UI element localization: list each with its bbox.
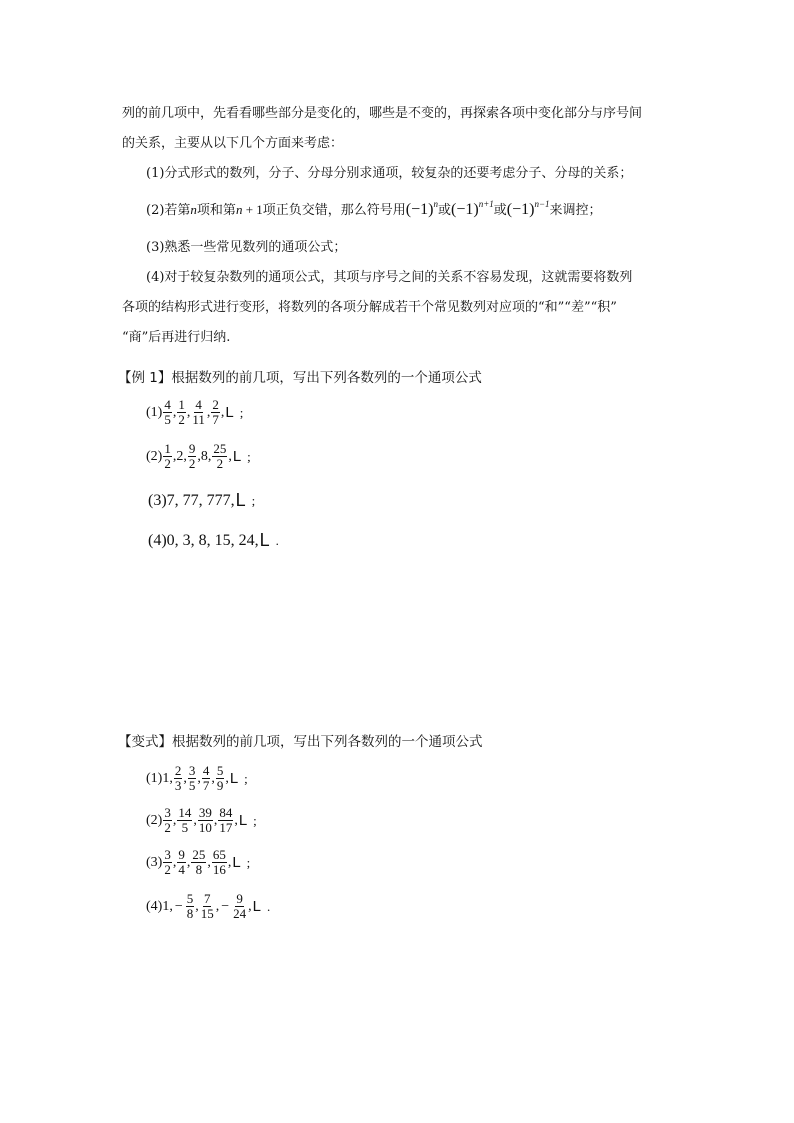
fraction — [177, 806, 192, 835]
tip-2-n1: n — [235, 202, 243, 217]
example-1-item-1: (1) $\frac{4}{5}$ , $\frac{1}{2}$ , $\frac{4}{11}$ , $\frac{2}{7}$ , L ; — [146, 397, 244, 427]
fraction — [211, 398, 220, 427]
numerator: 2 — [174, 763, 182, 778]
item-end: ; — [247, 448, 251, 464]
item-end: ; — [244, 770, 248, 786]
term: 2 — [176, 448, 184, 464]
numerator: 9 — [236, 891, 243, 906]
example-1-item-4 — [148, 530, 279, 551]
item-end: ; — [239, 404, 244, 420]
numerator: 9 — [188, 441, 196, 456]
tip-4-line-1: (4)对于较复杂数列的通项公式，其项与序号之间的关系不容易发现，这就需要将数列 — [146, 270, 633, 285]
term: 8 — [200, 448, 208, 464]
denominator: 17 — [219, 820, 233, 835]
denominator: 9 — [216, 778, 224, 793]
tip-3: (3)熟悉一些常见数列的通项公式； — [146, 240, 347, 255]
denominator: 4 — [178, 862, 185, 877]
intro-line-1: 列的前几项中，先看看哪些部分是变化的，哪些是不变的，再探索各项中变化部分与序号间 — [122, 106, 643, 121]
item-end: ; — [253, 812, 257, 828]
fraction — [163, 442, 172, 471]
numerator: 9 — [178, 847, 185, 862]
tip-2-sign-1: (−1) — [405, 201, 434, 218]
fraction — [202, 764, 211, 793]
item-end: . — [266, 898, 271, 914]
numerator: 1 — [164, 441, 171, 456]
item-end: ; — [251, 492, 256, 508]
numerator: 5 — [216, 763, 224, 778]
denominator: 2 — [188, 456, 196, 471]
fraction — [186, 892, 195, 921]
fraction — [212, 442, 227, 471]
fraction — [218, 806, 233, 835]
ellipsis-mark: L — [235, 490, 246, 510]
fraction — [212, 848, 227, 877]
numerator: 7 — [203, 891, 211, 906]
numerator: 25 — [213, 441, 227, 456]
denominator: 8 — [195, 862, 203, 877]
denominator: 2 — [164, 820, 171, 835]
ellipsis-mark: L — [232, 448, 242, 465]
numerator: 25 — [192, 847, 206, 862]
fraction — [191, 848, 206, 877]
fraction — [174, 764, 183, 793]
fraction — [188, 442, 197, 471]
tip-1: (1)分式形式的数列，分子、分母分别求通项，较复杂的还要考虑分子、分母的关系； — [146, 166, 633, 181]
ellipsis-mark: L — [232, 854, 241, 871]
numerator: 2 — [212, 397, 219, 412]
denominator: 2 — [164, 456, 171, 471]
term: 1 — [162, 898, 170, 914]
denominator: 7 — [202, 778, 210, 793]
tip-2-text-d: 来调控； — [549, 203, 602, 218]
fraction — [177, 848, 186, 877]
denominator: 11 — [192, 412, 205, 427]
tip-2-n: n — [190, 202, 197, 217]
denominator: 3 — [174, 778, 182, 793]
item-text: (4)0, 3, 8, 15, 24, — [148, 531, 259, 549]
numerator: 1 — [178, 397, 185, 412]
ellipsis-mark: L — [252, 898, 261, 915]
denominator: 15 — [200, 906, 214, 921]
tip-2-sign-2-exp: n+1 — [478, 199, 494, 209]
tip-2 — [146, 200, 602, 221]
item-label: (2) — [146, 448, 163, 464]
tip-2-text-b: 项和第 — [196, 203, 236, 218]
numerator: 14 — [178, 805, 192, 820]
tip-2-plus1: + 1 — [242, 202, 263, 217]
numerator: 3 — [164, 805, 171, 820]
numerator: 4 — [164, 397, 171, 412]
tip-2-sign-3: (−1) — [506, 201, 535, 218]
item-label: (2) — [146, 812, 163, 828]
numerator: 4 — [202, 763, 210, 778]
example-1-item-2: (2) $\frac{1}{2}$ , 2 , $\frac{9}{2}$ , 8 , $\frac{25}{2}$ , L ; — [146, 441, 251, 471]
fraction — [188, 764, 197, 793]
numerator: 65 — [212, 847, 226, 862]
numerator: 84 — [219, 805, 233, 820]
tip-2-sign-1-exp: n — [433, 199, 438, 209]
minus-sign: − — [221, 898, 230, 914]
denominator: 5 — [181, 820, 189, 835]
fraction — [200, 892, 215, 921]
fraction — [163, 848, 172, 877]
ellipsis-mark: L — [259, 530, 270, 550]
variant-title: 【变式】根据数列的前几项，写出下列各数列的一个通项公式 — [118, 734, 483, 750]
tip-2-sign-2: (−1) — [451, 201, 479, 218]
tip-4-line-3: “商”后再进行归纳. — [122, 330, 231, 345]
example-1-item-3 — [148, 490, 255, 511]
variant-item-4: (4) 1 , − $\frac{5}{8}$ , $\frac{7}{15}$ , − $\frac{9}{24}$ , L . — [146, 891, 271, 921]
numerator: 3 — [164, 847, 171, 862]
term: 1 — [162, 770, 170, 786]
variant-item-2: (2) $\frac{3}{2}$ , $\frac{14}{5}$ , $\frac{39}{10}$ , $\frac{84}{17}$ , L ; — [146, 805, 257, 835]
intro-line-2: 的关系，主要从以下几个方面来考虑： — [122, 136, 344, 151]
denominator: 5 — [164, 412, 171, 427]
denominator: 10 — [198, 820, 212, 835]
tip-2-or-2: 或 — [493, 203, 507, 218]
item-label: (1) — [146, 404, 163, 420]
fraction — [163, 806, 172, 835]
tip-4-line-2: 各项的结构形式进行变形，将数列的各项分解成若干个常见数列对应项的“和”“差”“积” — [122, 300, 617, 315]
tip-2-text-c: 项正负交错，那么符号用 — [262, 203, 406, 218]
fraction — [177, 398, 186, 427]
item-label: (4) — [146, 898, 163, 914]
fraction — [232, 892, 247, 921]
denominator: 5 — [188, 778, 196, 793]
item-label: (1) — [146, 770, 163, 786]
denominator: 16 — [212, 862, 226, 877]
tip-2-sign-3-exp: n−1 — [534, 199, 550, 209]
example-1-title: 【例 1】根据数列的前几项，写出下列各数列的一个通项公式 — [118, 370, 482, 386]
denominator: 2 — [164, 862, 171, 877]
fraction — [191, 398, 206, 427]
fraction — [198, 806, 213, 835]
denominator: 2 — [216, 456, 224, 471]
ellipsis-mark: L — [229, 770, 239, 787]
fraction — [216, 764, 225, 793]
ellipsis-mark: L — [225, 404, 234, 421]
item-text: (3)7, 77, 777, — [148, 491, 235, 509]
item-end: ; — [246, 854, 251, 870]
tip-2-or-1: 或 — [437, 203, 451, 218]
numerator: 39 — [198, 805, 212, 820]
denominator: 2 — [178, 412, 185, 427]
denominator: 7 — [212, 412, 219, 427]
fraction — [163, 398, 172, 427]
numerator: 4 — [195, 397, 202, 412]
item-label: (3) — [146, 854, 163, 870]
ellipsis-mark: L — [238, 812, 248, 829]
denominator: 24 — [233, 906, 247, 921]
item-end: . — [275, 532, 279, 548]
variant-item-3: (3) $\frac{3}{2}$ , $\frac{9}{4}$ , $\frac{25}{8}$ , $\frac{65}{16}$ , L ; — [146, 847, 251, 877]
denominator: 8 — [186, 906, 194, 921]
numerator: 5 — [186, 891, 194, 906]
numerator: 3 — [188, 763, 196, 778]
tip-2-text-a: (2)若第 — [146, 203, 191, 218]
minus-sign: − — [174, 898, 183, 914]
variant-item-1: (1) 1 , $\frac{2}{3}$ , $\frac{3}{5}$ , $\frac{4}{7}$ , $\frac{5}{9}$ , L ; — [146, 763, 248, 793]
